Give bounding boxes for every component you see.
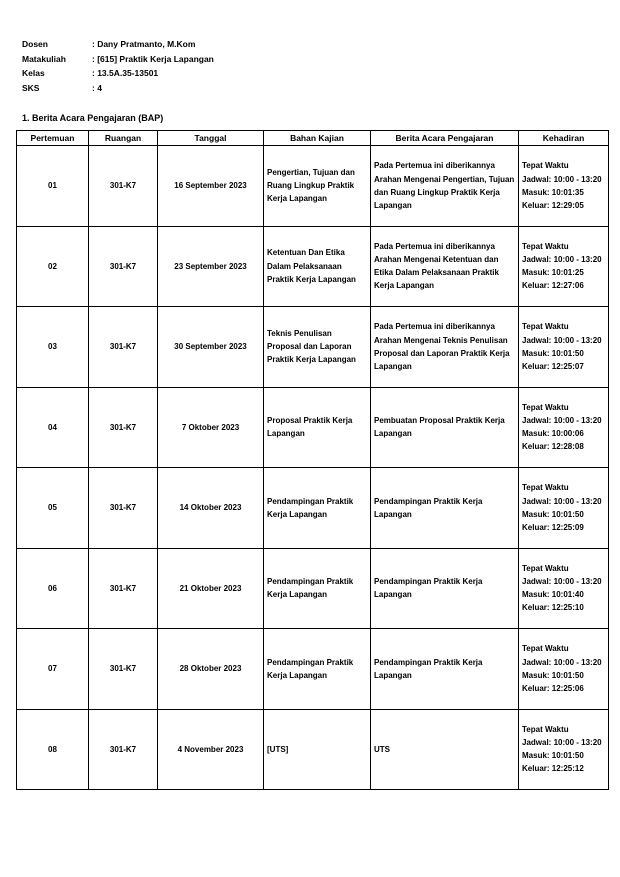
cell-ruangan: 301-K7 (89, 548, 158, 629)
cell-pertemuan: 05 (17, 468, 89, 549)
attendance-detail: Jadwal: 10:00 - 13:20 Masuk: 10:01:50 Keluar: 12:25:09 (522, 496, 602, 532)
cell-pertemuan: 04 (17, 387, 89, 468)
header-kehadiran: Kehadiran (519, 131, 609, 146)
cell-kehadiran (519, 226, 609, 307)
cell-pertemuan: 01 (17, 146, 89, 227)
cell-pertemuan: 02 (17, 226, 89, 307)
cell-berita-acara: Pada Pertemua ini diberikannya Arahan Mengenai Ketentuan dan Etika Dalam Pelaksanaan Praktik Kerja Lapangan (371, 226, 519, 307)
attendance-detail: Jadwal: 10:00 - 13:20 Masuk: 10:01:50 Keluar: 12:25:12 (522, 738, 602, 774)
bap-table (16, 130, 609, 790)
attendance-status: Tepat Waktu (522, 563, 569, 573)
attendance-status: Tepat Waktu (522, 402, 569, 412)
cell-pertemuan: 03 (17, 307, 89, 388)
section-title: 1. Berita Acara Pengajaran (BAP) (22, 113, 164, 123)
cell-ruangan: 301-K7 (89, 387, 158, 468)
cell-tanggal: 16 September 2023 (158, 146, 264, 227)
matakuliah-value: : [615] Praktik Kerja Lapangan (92, 53, 214, 64)
header-tanggal: Tanggal (158, 131, 264, 146)
cell-ruangan: 301-K7 (89, 709, 158, 790)
cell-ruangan: 301-K7 (89, 468, 158, 549)
cell-berita-acara: Pendampingan Praktik Kerja Lapangan (371, 629, 519, 710)
course-info (22, 37, 214, 95)
table-row (17, 709, 609, 790)
header-berita-acara: Berita Acara Pengajaran (371, 131, 519, 146)
table-row (17, 387, 609, 468)
matakuliah-label: Matakuliah (22, 53, 66, 64)
info-row-dosen (22, 37, 214, 52)
cell-pertemuan: 06 (17, 548, 89, 629)
attendance-detail: Jadwal: 10:00 - 13:20 Masuk: 10:00:06 Keluar: 12:28:08 (522, 416, 602, 452)
attendance-detail: Jadwal: 10:00 - 13:20 Masuk: 10:01:25 Keluar: 12:27:06 (522, 255, 602, 291)
attendance-status: Tepat Waktu (522, 483, 569, 493)
cell-berita-acara: Pembuatan Proposal Praktik Kerja Lapangan (371, 387, 519, 468)
cell-ruangan: 301-K7 (89, 146, 158, 227)
cell-bahan-kajian: Teknis Penulisan Proposal dan Laporan Praktik Kerja Lapangan (264, 307, 371, 388)
header-pertemuan: Pertemuan (17, 131, 89, 146)
cell-bahan-kajian: Ketentuan Dan Etika Dalam Pelaksanaan Praktik Kerja Lapangan (264, 226, 371, 307)
cell-berita-acara: Pendampingan Praktik Kerja Lapangan (371, 468, 519, 549)
cell-kehadiran (519, 307, 609, 388)
info-row-matakuliah (22, 52, 214, 67)
cell-kehadiran (519, 709, 609, 790)
cell-berita-acara: Pada Pertemua ini diberikannya Arahan Mengenai Pengertian, Tujuan dan Ruang Lingkup Praktik Kerja Lapangan (371, 146, 519, 227)
table-row (17, 468, 609, 549)
cell-berita-acara: UTS (371, 709, 519, 790)
table-header-row (17, 131, 609, 146)
attendance-detail: Jadwal: 10:00 - 13:20 Masuk: 10:01:50 Keluar: 12:25:07 (522, 335, 602, 371)
attendance-detail: Jadwal: 10:00 - 13:20 Masuk: 10:01:40 Keluar: 12:25:10 (522, 577, 602, 613)
cell-berita-acara: Pada Pertemua ini diberikannya Arahan Mengenai Teknis Penulisan Proposal dan Laporan Praktik Kerja Lapangan (371, 307, 519, 388)
sks-label: SKS (22, 82, 40, 93)
cell-kehadiran (519, 548, 609, 629)
cell-ruangan: 301-K7 (89, 226, 158, 307)
cell-ruangan: 301-K7 (89, 629, 158, 710)
attendance-status: Tepat Waktu (522, 724, 569, 734)
header-bahan-kajian: Bahan Kajian (264, 131, 371, 146)
cell-bahan-kajian: Pendampingan Praktik Kerja Lapangan (264, 468, 371, 549)
kelas-label: Kelas (22, 68, 45, 78)
table-row (17, 146, 609, 227)
cell-tanggal: 4 November 2023 (158, 709, 264, 790)
cell-berita-acara: Pendampingan Praktik Kerja Lapangan (371, 548, 519, 629)
attendance-status: Tepat Waktu (522, 241, 569, 251)
cell-tanggal: 7 Oktober 2023 (158, 387, 264, 468)
cell-pertemuan: 07 (17, 629, 89, 710)
cell-tanggal: 21 Oktober 2023 (158, 548, 264, 629)
cell-bahan-kajian: Pendampingan Praktik Kerja Lapangan (264, 629, 371, 710)
header-ruangan: Ruangan (89, 131, 158, 146)
attendance-detail: Jadwal: 10:00 - 13:20 Masuk: 10:01:35 Keluar: 12:29:05 (522, 174, 602, 210)
cell-bahan-kajian: Pengertian, Tujuan dan Ruang Lingkup Praktik Kerja Lapangan (264, 146, 371, 227)
cell-tanggal: 30 September 2023 (158, 307, 264, 388)
info-row-kelas (22, 66, 214, 81)
attendance-status: Tepat Waktu (522, 161, 569, 171)
cell-kehadiran (519, 629, 609, 710)
dosen-label: Dosen (22, 39, 48, 49)
cell-bahan-kajian: Proposal Praktik Kerja Lapangan (264, 387, 371, 468)
cell-tanggal: 23 September 2023 (158, 226, 264, 307)
dosen-value: : Dany Pratmanto, M.Kom (92, 39, 196, 49)
cell-bahan-kajian: Pendampingan Praktik Kerja Lapangan (264, 548, 371, 629)
cell-kehadiran (519, 468, 609, 549)
table-row (17, 548, 609, 629)
cell-pertemuan: 08 (17, 709, 89, 790)
attendance-detail: Jadwal: 10:00 - 13:20 Masuk: 10:01:50 Keluar: 12:25:06 (522, 657, 602, 693)
cell-bahan-kajian: [UTS] (264, 709, 371, 790)
attendance-status: Tepat Waktu (522, 644, 569, 654)
attendance-status: Tepat Waktu (522, 322, 569, 332)
cell-kehadiran (519, 146, 609, 227)
kelas-value: : 13.5A.35-13501 (92, 68, 159, 78)
bap-table-body (17, 146, 609, 790)
cell-ruangan: 301-K7 (89, 307, 158, 388)
table-row (17, 307, 609, 388)
cell-kehadiran (519, 387, 609, 468)
sks-value: : 4 (92, 82, 102, 93)
info-row-sks (22, 81, 214, 96)
table-row (17, 226, 609, 307)
cell-tanggal: 14 Oktober 2023 (158, 468, 264, 549)
table-row (17, 629, 609, 710)
cell-tanggal: 28 Oktober 2023 (158, 629, 264, 710)
